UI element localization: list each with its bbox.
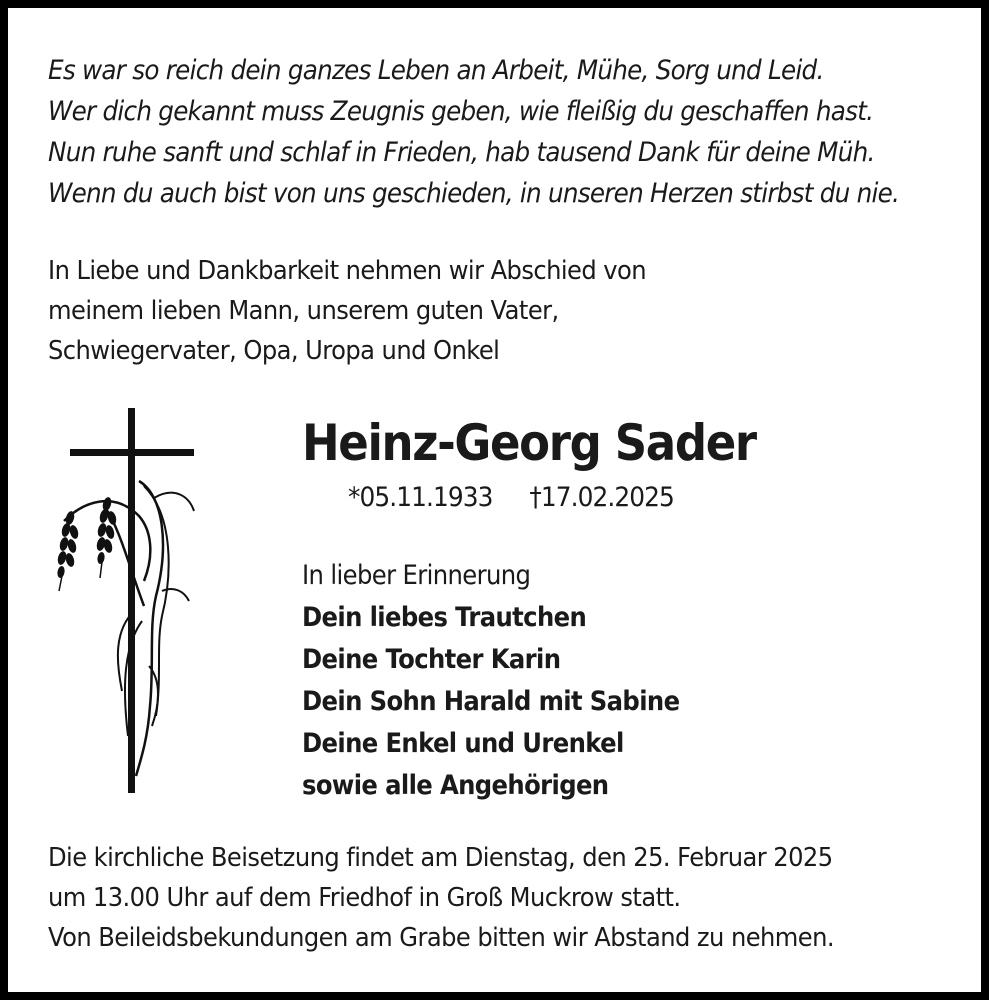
mourner-name: sowie alle Angehörigen [302, 770, 609, 801]
poem-line: Wenn du auch bist von uns geschieden, in unseren Herzen stirbst du nie. [48, 178, 900, 209]
farewell-intro [48, 251, 646, 371]
memorial-poem [48, 50, 899, 214]
mourner-name: Deine Tochter Karin [302, 644, 561, 675]
poem-line: Es war so reich dein ganzes Leben an Arbeit, Mühe, Sorg und Leid. [48, 55, 824, 86]
poem-line: Wer dich gekannt muss Zeugnis geben, wie fleißig du geschaffen hast. [48, 96, 874, 127]
poem-line: Nun ruhe sanft und schlaf in Frieden, hab tausend Dank für deine Müh. [48, 137, 875, 168]
intro-line: meinem lieben Mann, unserem guten Vater, [48, 296, 559, 326]
deceased-name: Heinz-Georg Sader [302, 414, 756, 472]
obituary-card [8, 8, 981, 992]
footer-line: Die kirchliche Beisetzung findet am Dienstag, den 25. Februar 2025 [48, 843, 833, 873]
mourner-name: Dein Sohn Harald mit Sabine [302, 686, 680, 717]
mourners-block [302, 555, 679, 807]
mourner-name: Dein liebes Trautchen [302, 602, 587, 633]
mourners-heading: In lieber Erinnerung [302, 560, 531, 591]
death-date: †17.02.2025 [529, 482, 674, 513]
funeral-notice [48, 838, 834, 958]
mourner-name: Deine Enkel und Urenkel [302, 728, 624, 759]
intro-line: Schwiegervater, Opa, Uropa und Onkel [48, 336, 500, 366]
intro-line: In Liebe und Dankbarkeit nehmen wir Abschied von [48, 256, 647, 286]
footer-line: Von Beileidsbekundungen am Grabe bitten wir Abstand zu nehmen. [48, 923, 835, 953]
cross-with-wheat-icon [44, 406, 200, 796]
birth-date: *05.11.1933 [348, 482, 493, 513]
life-dates [348, 482, 674, 513]
footer-line: um 13.00 Uhr auf dem Friedhof in Groß Muckrow statt. [48, 883, 681, 913]
